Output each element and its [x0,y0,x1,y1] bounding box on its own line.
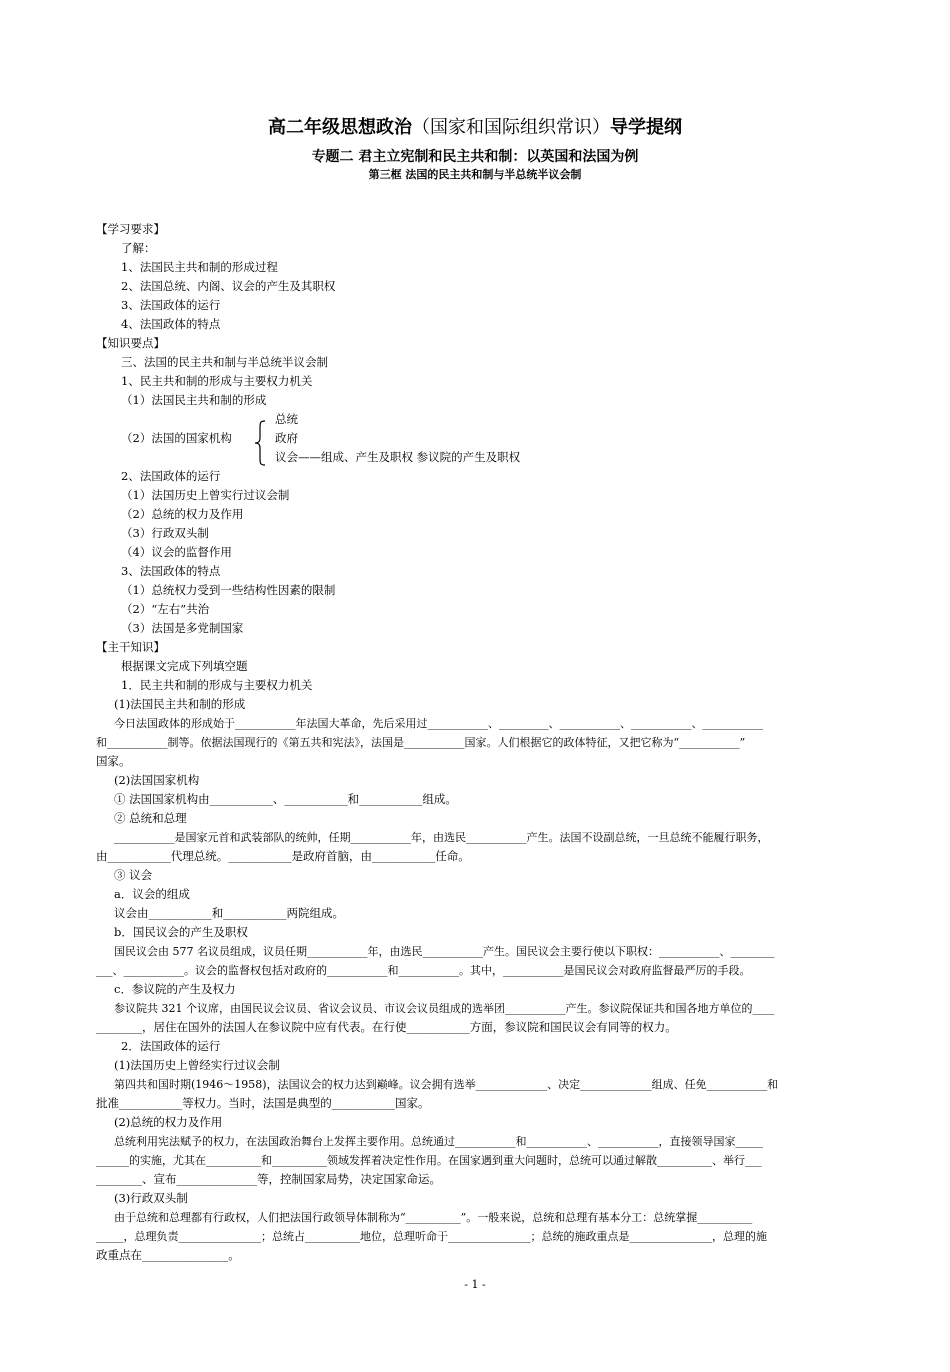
text-line: 3、法国政体的特点 [121,564,221,578]
text-line: (3)行政双头制 [114,1191,188,1205]
title-paren: （国家和国际组织常识） [412,117,610,138]
fill-blank-line: ① 法国国家机构由___________、___________和___________组成。 [114,792,457,806]
text-line: (2)总统的权力及作用 [114,1115,223,1129]
text-line: （3）法国是多党制国家 [121,621,244,635]
fill-blank-line: 议会由___________和___________两院组成。 [114,906,344,920]
heading-learning-requirements: 【学习要求】 [96,222,165,236]
fill-blank-line: _____，总理负责_______________；总统占__________地位，总理听命于_______________；总统的施政重点是_______________，总理的施 [96,1230,767,1243]
text-line: (2)法国国家机构 [114,773,200,787]
text-line: 了解： [121,241,156,255]
fill-blank-line: ___、___________。议会的监督权包括对政府的___________和___________。其中，___________是国民议会对政府监督最严厉的手段。 [96,964,751,977]
text-line: 1、法国民主共和制的形成过程 [121,260,278,274]
fill-blank-line: 政重点在_______________。 [96,1248,240,1262]
fill-blank-line: ________，居住在国外的法国人在参议院中应有代表。在行使___________方面，参议院和国民议会有同等的权力。 [96,1020,677,1034]
text-line: （2）法国的国家机构 [121,431,232,445]
text-line: ② 总统和总理 [114,811,187,825]
text-line: c．参议院的产生及权力 [114,982,236,996]
text-line: （2）总统的权力及作用 [121,507,244,521]
fill-blank-line: 和___________制等。依据法国现行的《第五共和宪法》，法国是___________国家。人们根据它的政体特征，又把它称为“___________” [96,736,746,749]
fill-blank-line: 国民议会由 577 名议员组成，议员任期___________年，由选民___________产生。国民议会主要行使以下职权：___________、________ [114,945,775,958]
heading-knowledge-points: 【知识要点】 [96,336,165,350]
fill-blank-line: ________、宣布______________等，控制国家局势，决定国家命运。 [96,1172,441,1186]
heading-main-knowledge: 【主干知识】 [96,640,165,654]
text-line: 总统 [275,412,298,426]
fill-blank-line: 今日法国政体的形成始于___________年法国大革命，先后采用过___________、_________、___________、___________、___________ [114,717,763,730]
fill-blank-line: ______的实施，尤其在__________和__________领域发挥着决定性作用。在国家遇到重大问题时，总统可以通过解散__________、举行___ [96,1154,762,1167]
text-line: （1）法国历史上曾实行过议会制 [121,488,290,502]
text-line: 国家。 [96,754,131,768]
curly-brace [254,420,266,466]
text-line: 三、法国的民主共和制与半总统半议会制 [121,355,328,369]
fill-blank-line: 由于总统和总理都有行政权，人们把法国行政领导体制称为“__________”。一般来说，总统和总理有基本分工：总统掌握__________ [114,1211,753,1224]
text-line: （1）法国民主共和制的形成 [121,393,267,407]
fill-blank-line: 由___________代理总统。___________是政府首脑，由___________任命。 [96,849,470,863]
text-line: 3、法国政体的运行 [121,298,221,312]
fill-blank-line: 参议院共 321 个议席，由国民议会议员、省议会议员、市议会议员组成的选举团___________产生。参议院保证共和国各地方单位的____ [114,1002,775,1015]
title-main: 高二年级思想政治 [268,117,412,138]
text-line: ③ 议会 [114,868,153,882]
text-line: 2、法国总统、内阁、议会的产生及其职权 [121,279,336,293]
document-subtitle: 专题二 君主立宪制和民主共和制：以英国和法国为例 [311,149,639,165]
text-line: (1)法国民主共和制的形成 [114,697,246,711]
text-line: a．议会的组成 [114,887,190,901]
fill-blank-line: ___________是国家元首和武装部队的统帅，任期___________年，由选民___________产生。法国不设副总统，一旦总统不能履行职务， [114,831,769,844]
title-end: 导学提纲 [610,117,682,138]
text-line: 政府 [275,431,298,445]
text-line: （2）“左右”共治 [121,602,210,616]
fill-blank-line: 总统利用宪法赋予的权力，在法国政治舞台上发挥主要作用。总统通过___________和___________、___________，直接领导国家_____ [114,1135,763,1148]
text-line: （1）总统权力受到一些结构性因素的限制 [121,583,336,597]
page-number: - 1 - [464,1278,486,1291]
text-line: 根据课文完成下列填空题 [121,659,248,673]
text-line: 1．民主共和制的形成与主要权力机关 [121,678,313,692]
text-line: 4、法国政体的特点 [121,317,221,331]
text-line: （3）行政双头制 [121,526,209,540]
fill-blank-line: 第四共和国时期(1946～1958)，法国议会的权力达到巅峰。议会拥有选举_____________、决定_____________组成、任免___________和 [114,1078,779,1091]
text-line: (1)法国历史上曾经实行过议会制 [114,1058,280,1072]
text-line: 议会——组成、产生及职权 参议院的产生及职权 [275,450,521,464]
text-line: （4）议会的监督作用 [121,545,232,559]
section-title: 第三框 法国的民主共和制与半总统半议会制 [368,168,582,181]
fill-blank-line: 批准___________等权力。当时，法国是典型的___________国家。 [96,1096,430,1110]
text-line: 2．法国政体的运行 [121,1039,221,1053]
text-line: 2、法国政体的运行 [121,469,221,483]
document-title [0,113,950,139]
text-line: b．国民议会的产生及职权 [114,925,248,939]
text-line: 1、民主共和制的形成与主要权力机关 [121,374,313,388]
